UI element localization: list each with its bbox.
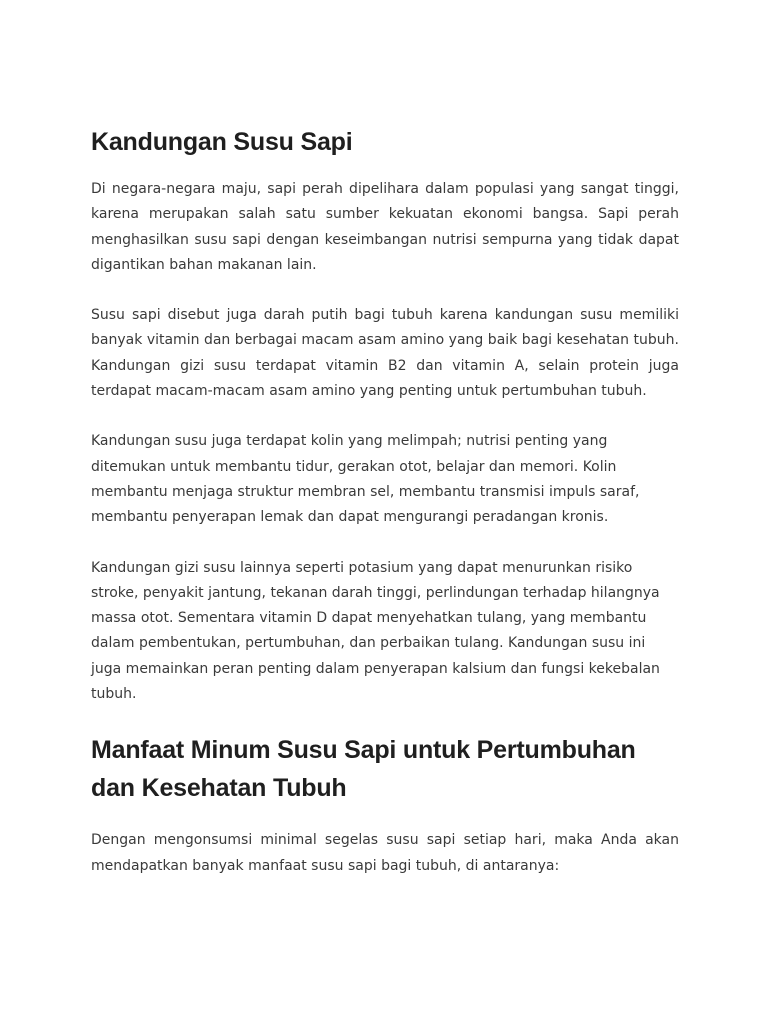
- section-heading-kandungan: Kandungan Susu Sapi: [91, 128, 353, 156]
- paragraph-3: Kandungan susu juga terdapat kolin yang melimpah; nutrisi penting yang ditemukan untuk membantu tidur, gerakan otot, belajar dan memori. Kolin membantu menjaga struktur membran sel, membantu transmisi impuls saraf, membantu penyerapan lemak dan dapat mengurangi peradangan kronis.: [91, 433, 640, 526]
- paragraph-5: Dengan mengonsumsi minimal segelas susu sapi setiap hari, maka Anda akan mendapatkan banyak manfaat susu sapi bagi tubuh, di antaranya:: [91, 832, 679, 874]
- document-page: [91, 122, 679, 879]
- paragraph-1: Di negara-negara maju, sapi perah dipelihara dalam populasi yang sangat tinggi, karena merupakan salah satu sumber kekuatan ekonomi bangsa. Sapi perah menghasilkan susu sapi dengan keseimbangan nutrisi sempurna yang tidak dapat digantikan bahan makanan lain.: [91, 181, 679, 273]
- paragraph-2: Susu sapi disebut juga darah putih bagi tubuh karena kandungan susu memiliki banyak vitamin dan berbagai macam asam amino yang baik bagi kesehatan tubuh. Kandungan gizi susu terdapat vitamin B2 dan vitamin A, selain protein juga terdapat macam-macam asam amino yang penting untuk pertumbuhan tubuh.: [91, 307, 679, 400]
- section-heading-manfaat: Manfaat Minum Susu Sapi untuk Pertumbuhan dan Kesehatan Tubuh: [91, 736, 636, 803]
- paragraph-4: Kandungan gizi susu lainnya seperti potasium yang dapat menurunkan risiko stroke, penyakit jantung, tekanan darah tinggi, perlindungan terhadap hilangnya massa otot. Sementara vitamin D dapat menyehatkan tulang, yang membantu dalam pembentukan, pertumbuhan, dan perbaikan tulang. Kandungan susu ini juga memainkan peran penting dalam penyerapan kalsium dan fungsi kekebalan tubuh.: [91, 559, 660, 703]
